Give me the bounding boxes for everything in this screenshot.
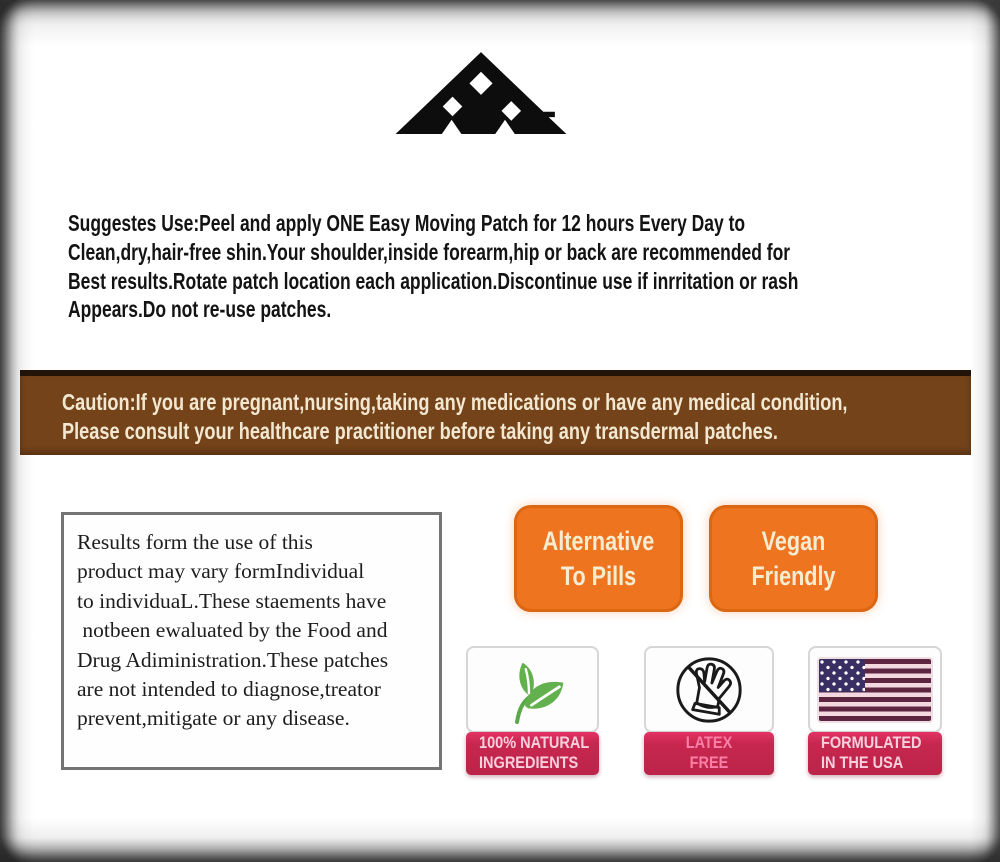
badge-line: Alternative xyxy=(542,525,655,556)
usa-flag-canton xyxy=(819,659,865,692)
mountain-peaks-logo-icon xyxy=(392,48,570,140)
usage-line: Clean,dry,hair-free shin.Your shoulder,inside forearm,hip or back are recommended for xyxy=(68,238,791,265)
edge-shadow-bottom xyxy=(0,818,1000,862)
caution-line: Please consult your healthcare practitioner before taking any transdermal patches. xyxy=(62,417,778,444)
disclaimer-line: are not intended to diagnose,treator xyxy=(77,677,381,702)
formulated-usa-cert xyxy=(808,646,942,775)
caution-text xyxy=(20,376,971,445)
disclaimer-box xyxy=(61,512,442,770)
badge-line: To Pills xyxy=(560,560,637,591)
caution-line: Caution:If you are pregnant,nursing,taking any medications or have any medical condition, xyxy=(62,389,848,415)
disclaimer-line: prevent,mitigate or any disease. xyxy=(77,706,350,731)
leaf-icon xyxy=(492,650,574,730)
natural-ingredients-icon-box xyxy=(466,646,599,733)
disclaimer-line: Drug Adiministration.These patches xyxy=(77,647,389,672)
disclaimer-line: Results form the use of this xyxy=(77,530,313,554)
cert-label-line: FORMULATED xyxy=(821,734,922,752)
edge-shadow-right xyxy=(970,0,1000,862)
disclaimer-line: notbeen ewaluated by the Food and xyxy=(77,618,388,643)
cert-label-line: INGREDIENTS xyxy=(479,753,579,772)
cert-label-line: FREE xyxy=(689,753,729,772)
disclaimer-line: to individuaL.These staements have xyxy=(77,588,387,613)
cert-label-line: IN THE USA xyxy=(821,753,904,772)
usage-line: Appears.Do not re-use patches. xyxy=(68,296,332,323)
edge-shadow-top xyxy=(0,0,1000,46)
caution-banner xyxy=(20,370,971,455)
usage-line: Best results.Rotate patch location each application.Discontinue use if inrritation or rash xyxy=(68,267,799,294)
usa-flag-icon xyxy=(819,659,931,721)
usage-line: Suggestes Use:Peel and apply ONE Easy Moving Patch for 12 hours Every Day to xyxy=(68,210,746,236)
latex-free-band xyxy=(644,732,774,775)
suggested-use-text xyxy=(68,209,968,324)
latex-free-cert xyxy=(644,646,774,775)
cert-label-line: LATEX xyxy=(685,734,733,752)
latex-free-icon-box xyxy=(644,646,774,733)
usa-flag-icon-box xyxy=(808,646,942,733)
alternative-to-pills-badge xyxy=(514,505,683,612)
badge-line: Friendly xyxy=(751,560,836,591)
badge-line: Vegan xyxy=(761,525,826,556)
cert-label-line: 100% NATURAL xyxy=(479,734,590,752)
disclaimer-line: product may vary formIndividual xyxy=(77,559,365,584)
natural-ingredients-band xyxy=(466,732,599,775)
vegan-friendly-badge xyxy=(709,505,878,612)
formulated-usa-band xyxy=(808,732,942,775)
natural-ingredients-cert xyxy=(466,646,599,775)
no-latex-glove-icon xyxy=(667,649,751,731)
